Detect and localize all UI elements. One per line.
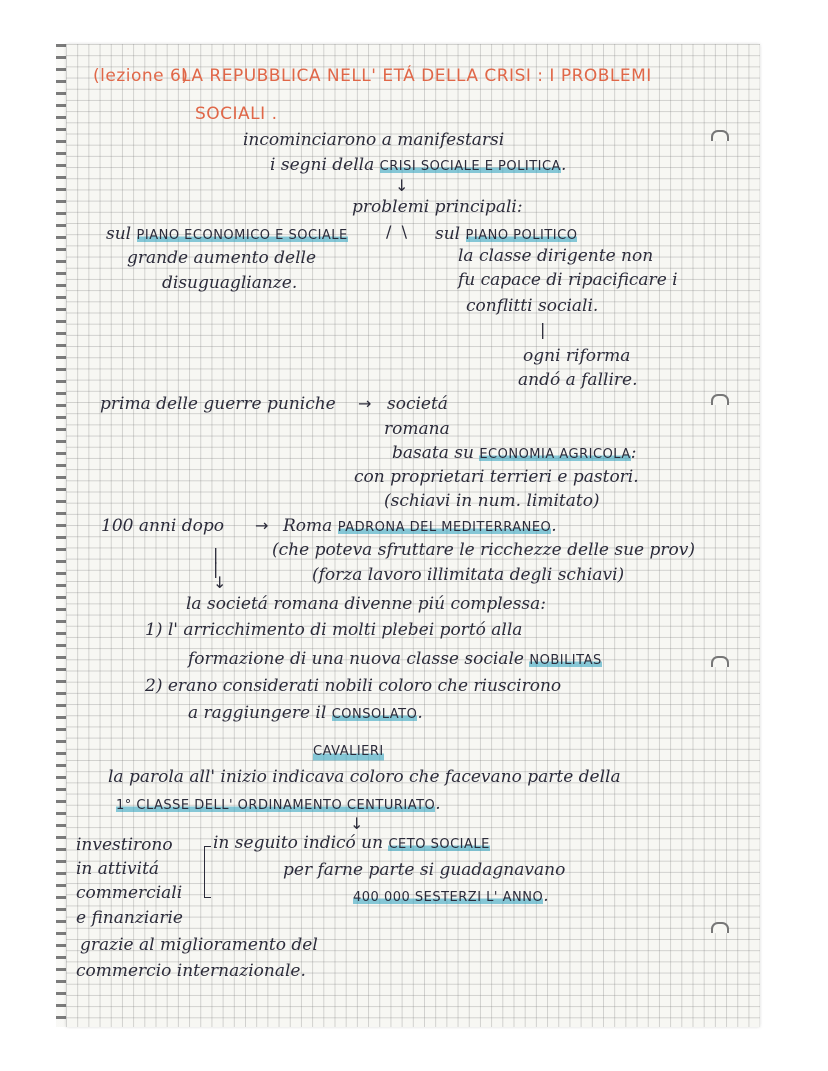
- ceto-highlight: CETO SOCIALE: [388, 837, 490, 852]
- agriculture-highlight: ECONOMIA AGRICOLA: [479, 447, 631, 462]
- down-line-icon: | | ↓: [213, 545, 227, 592]
- thanks-line-2: commercio internazionale.: [76, 961, 306, 981]
- punch-hole-middle: [711, 394, 729, 405]
- page-title: LA REPUBBLICA NELL' ETÁ DELLA CRISI : I PROBLEMI: [181, 66, 652, 86]
- later-pre: in seguito indicó un: [213, 833, 384, 853]
- exploit-line: (che poteva sfruttare le ricchezze delle sue prov): [272, 540, 695, 560]
- lesson-number: (lezione 6): [93, 66, 189, 86]
- intro-line-2: [270, 155, 566, 177]
- mediterranean-highlight: PADRONA DEL MEDITERRANEO: [337, 520, 552, 535]
- political-highlight: PIANO POLITICO: [465, 228, 578, 243]
- based-pre: basata su: [392, 443, 474, 463]
- page-title-cont: SOCIALI .: [195, 104, 278, 124]
- crisis-highlight: CRISI SOCIALE E POLITICA: [379, 159, 561, 174]
- connector-line-icon: |: [540, 320, 546, 339]
- political-line-3: conflitti sociali.: [466, 296, 599, 316]
- slaves-line: (schiavi in num. limitato): [384, 491, 600, 511]
- point-2-line-2: [188, 703, 423, 725]
- punch-hole-top: [711, 130, 729, 141]
- point-1-text: formazione di una nuova classe sociale: [188, 649, 524, 669]
- political-pre: sul: [435, 224, 461, 244]
- owners-line: con proprietari terrieri e pastori.: [354, 467, 639, 487]
- amount-end: .: [543, 886, 549, 906]
- cavalieri-line-1: la parola all' inizio indicava coloro che facevano parte della: [108, 767, 621, 787]
- amount-line: [353, 886, 549, 908]
- invest-line-2: in attivitá: [76, 859, 160, 879]
- bracket-icon: [204, 846, 211, 898]
- before-result-2: romana: [384, 419, 450, 439]
- after-years: 100 anni dopo: [101, 516, 224, 536]
- nobilitas-highlight: NOBILITAS: [529, 653, 602, 668]
- based-on: [392, 443, 636, 465]
- complex-line: la societá romana divenne piú complessa:: [186, 594, 547, 614]
- split-arrows-icon: / \: [386, 222, 407, 241]
- punch-hole-lower: [711, 656, 729, 667]
- intro-line-1: incominciarono a manifestarsi: [243, 130, 505, 150]
- class-highlight: 1° CLASSE DELL' ORDINAMENTO CENTURIATO: [116, 798, 436, 813]
- rome-post: .: [551, 516, 557, 536]
- economic-line-2: disuguaglianze.: [162, 273, 298, 293]
- cavalieri-heading: CAVALIERI: [313, 742, 384, 762]
- invest-line-1: investirono: [76, 835, 173, 855]
- point-2-end: .: [417, 703, 423, 723]
- cavalieri-line-2: [116, 794, 441, 816]
- before-wars: prima delle guerre puniche: [100, 394, 336, 414]
- political-line-5: andó a fallire.: [518, 370, 638, 390]
- based-post: :: [630, 443, 637, 463]
- political-heading: [435, 224, 577, 246]
- later-line: [213, 833, 490, 855]
- point-1-line-2: [188, 649, 602, 671]
- intro-line-2-text: i segni della: [270, 155, 375, 175]
- intro-line-2-end: .: [560, 155, 567, 175]
- economic-heading: [106, 224, 348, 246]
- economic-line-1: grande aumento delle: [127, 248, 317, 268]
- point-2-line-1: 2) erano considerati nobili coloro che riuscirono: [145, 676, 562, 696]
- cavalieri-line-2-end: .: [435, 794, 441, 814]
- down-arrow-icon: ↓: [395, 176, 409, 195]
- before-result-1: societá: [387, 394, 448, 414]
- point-1-line-1: 1) l' arricchimento di molti plebei portó alla: [145, 620, 523, 640]
- down-arrow-icon-2: ↓: [350, 814, 364, 833]
- invest-line-4: e finanziarie: [76, 908, 183, 928]
- rome-pre: Roma: [283, 516, 333, 536]
- point-2-text: a raggiungere il: [188, 703, 327, 723]
- sesterzi-highlight: 400 000 SESTERZI L' ANNO: [353, 890, 544, 905]
- political-line-4: ogni riforma: [523, 346, 631, 366]
- labour-line: (forza lavoro illimitata degli schiavi): [312, 565, 625, 585]
- rome-line: [283, 516, 557, 538]
- political-line-1: la classe dirigente non: [458, 246, 654, 266]
- consolato-highlight: CONSOLATO: [331, 707, 418, 722]
- invest-line-3: commerciali: [76, 883, 183, 903]
- thanks-line-1: grazie al miglioramento del: [80, 935, 318, 955]
- join-line: per farne parte si guadagnavano: [283, 860, 566, 880]
- political-line-2: fu capace di ripacificare i: [458, 270, 678, 290]
- right-arrow-icon-2: →: [255, 516, 269, 535]
- problems-heading: problemi principali:: [352, 197, 523, 217]
- economic-pre: sul: [106, 224, 132, 244]
- right-arrow-icon: →: [358, 394, 372, 413]
- punch-hole-bottom: [711, 922, 729, 933]
- economic-highlight: PIANO ECONOMICO E SOCIALE: [136, 228, 348, 243]
